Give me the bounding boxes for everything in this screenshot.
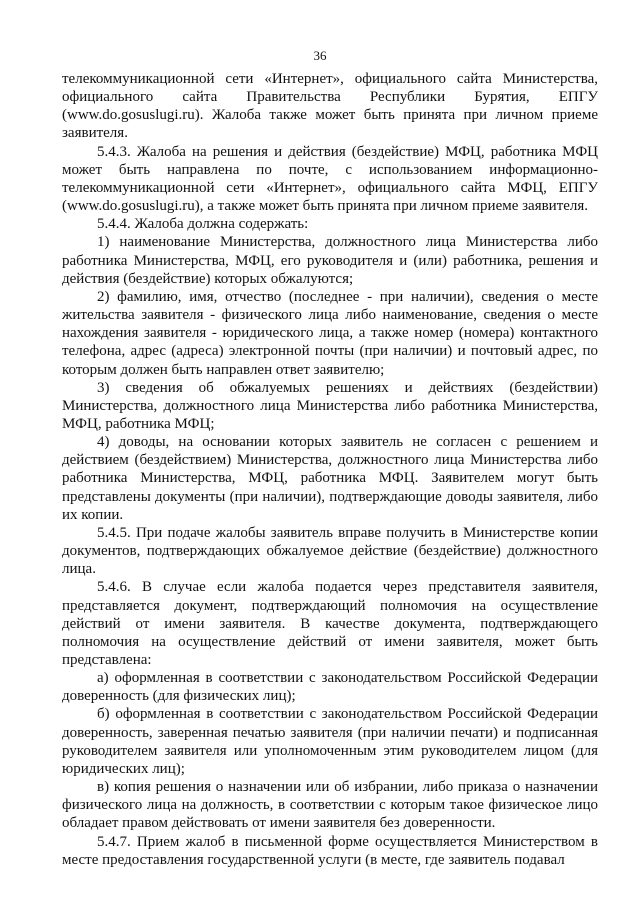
paragraph-5-4-7: 5.4.7. Прием жалоб в письменной форме осуществляется Министерством в месте предоставления государственной услуги (в месте, где заявитель подавал bbox=[62, 833, 598, 868]
list-item-2: 2) фамилию, имя, отчество (последнее - при наличии), сведения о месте жительства заявителя - физического лица либо наименование, сведения о месте нахождения заявителя - юридического лица, а также номер (номера) контактного телефона, адрес (адреса) электронной почты (при наличии) и почтовый адрес, по которым должен быть направлен ответ заявителю; bbox=[62, 288, 598, 378]
paragraph-5-4-3: 5.4.3. Жалоба на решения и действия (бездействие) МФЦ, работника МФЦ может быть направлена по почте, с использованием информационно-телекоммуникационной сети «Интернет», официального сайта МФЦ, ЕПГУ (www.do.gosuslugi.ru), а также может быть принята при личном приеме заявителя. bbox=[62, 143, 598, 215]
list-item-a: а) оформленная в соответствии с законодательством Российской Федерации доверенность (для физических лиц); bbox=[62, 670, 598, 705]
list-item-v: в) копия решения о назначении или об избрании, либо приказа о назначении физического лица на должность, в соответствии с которым такое физическое лицо обладает правом действовать от имени заявителя без доверенности. bbox=[62, 779, 598, 832]
paragraph-5-4-5: 5.4.5. При подаче жалобы заявитель вправе получить в Министерстве копии документов, подтверждающих обжалуемое действие (бездействие) должностного лица. bbox=[62, 524, 598, 578]
page-number: 36 bbox=[313, 48, 327, 63]
paragraph-5-4-4: 5.4.4. Жалоба должна содержать: bbox=[97, 216, 309, 233]
document-body bbox=[62, 70, 598, 869]
paragraph-continuation: телекоммуникационной сети «Интернет», официального сайта Министерства, официального сайта Правительства Республики Бурятия, ЕПГУ (www.do.gosuslugi.ru). Жалоба также может быть принята при личном приеме заявителя. bbox=[62, 71, 598, 142]
list-item-4: 4) доводы, на основании которых заявитель не согласен с решением и действием (бездействием) Министерства, должностного лица Министерства либо работника Министерства, МФЦ, работника МФЦ. Заявителем могут быть представлены документы (при наличии), подтверждающие доводы заявителя, либо их копии. bbox=[62, 434, 598, 523]
list-item-3: 3) сведения об обжалуемых решениях и действиях (бездействии) Министерства, должностного лица Министерства либо работника Министерства, МФЦ, работника МФЦ; bbox=[62, 379, 598, 432]
list-item-b: б) оформленная в соответствии с законодательством Российской Федерации доверенность, заверенная печатью заявителя (при наличии печати) и подписанная руководителем заявителя или уполномоченным этим руководителем лицом (для юридических лиц); bbox=[62, 706, 598, 777]
list-item-1: 1) наименование Министерства, должностного лица Министерства либо работника Министерства, МФЦ, его руководителя и (или) работника, решения и действия (бездействие) которых обжалуются; bbox=[62, 234, 598, 287]
paragraph-5-4-6: 5.4.6. В случае если жалоба подается через представителя заявителя, представляется документ, подтверждающий полномочия на осуществление действий от имени заявителя. В качестве документа, подтверждающего полномочия на осуществление действий от имени заявителя, может быть представлена: bbox=[62, 579, 598, 668]
